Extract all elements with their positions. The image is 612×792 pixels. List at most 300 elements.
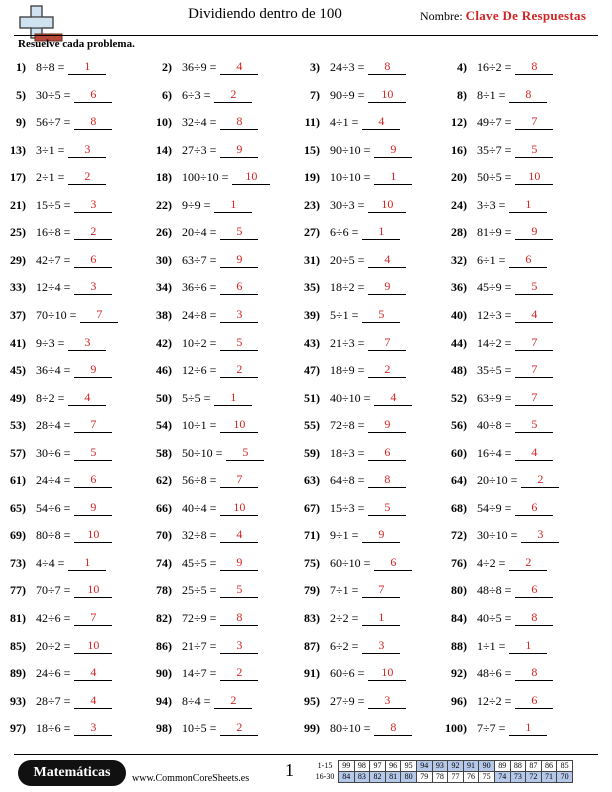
problem-expression: 14÷2 =	[477, 335, 512, 350]
problem-expression: 90÷9 =	[330, 87, 365, 102]
answer-blank: 5	[220, 582, 258, 598]
name-label: Nombre:	[420, 9, 463, 23]
problem-item	[0, 388, 106, 408]
score-cell: 99	[339, 761, 355, 772]
score-cell: 98	[354, 761, 370, 772]
problem-number: 63)	[304, 473, 320, 488]
website-url: www.CommonCoreSheets.es	[132, 773, 250, 784]
problem-number: 64)	[451, 473, 467, 488]
answer-blank: 7	[515, 362, 553, 378]
problem-number: 65)	[10, 500, 26, 515]
problem-expression: 36÷4 =	[36, 363, 71, 378]
score-cell: 83	[354, 772, 370, 783]
problem-item	[0, 415, 112, 435]
problem-number: 55)	[304, 418, 320, 433]
problem-item	[0, 360, 112, 380]
problem-item	[142, 85, 252, 105]
problem-expression: 15÷5 =	[36, 197, 71, 212]
problem-expression: 8÷2 =	[36, 390, 65, 405]
problem-expression: 9÷9 =	[182, 197, 211, 212]
problem-item	[290, 525, 400, 545]
problem-item	[142, 360, 258, 380]
problem-number: 4)	[457, 60, 467, 74]
problem-number: 3)	[310, 60, 320, 74]
score-cell: 95	[401, 761, 417, 772]
answer-blank: 5	[368, 500, 406, 516]
problem-number: 59)	[304, 445, 320, 460]
problem-number: 79)	[304, 583, 320, 598]
problem-item	[0, 277, 112, 297]
problem-number: 71)	[304, 528, 320, 543]
name-field	[420, 8, 586, 24]
score-cell: 87	[526, 761, 542, 772]
problem-item	[142, 167, 270, 187]
answer-blank: 4	[515, 307, 553, 323]
problem-number: 26)	[156, 225, 172, 240]
problem-item	[290, 415, 406, 435]
answer-blank: 10	[74, 638, 112, 654]
problem-item	[290, 498, 406, 518]
answer-blank: 2	[521, 472, 559, 488]
problem-item	[142, 388, 252, 408]
problem-number: 42)	[156, 335, 172, 350]
problem-expression: 70÷10 =	[36, 307, 77, 322]
problem-item	[0, 57, 106, 77]
answer-blank: 7	[515, 390, 553, 406]
problem-expression: 40÷5 =	[477, 611, 512, 625]
problem-number: 2)	[162, 60, 172, 74]
problem-number: 38)	[156, 307, 172, 322]
answer-blank: 8	[515, 665, 553, 681]
problem-expression: 40÷4 =	[182, 500, 217, 515]
problem-item	[142, 112, 258, 132]
problem-item	[437, 388, 553, 408]
problem-item	[437, 525, 559, 545]
answer-blank: 8	[74, 114, 112, 130]
problem-number: 76)	[451, 555, 467, 570]
problem-number: 77)	[10, 583, 26, 598]
problem-expression: 9÷3 =	[36, 335, 65, 350]
answer-blank: 9	[220, 555, 258, 571]
problem-item	[437, 195, 547, 215]
answer-blank: 3	[220, 638, 258, 654]
answer-blank: 10	[515, 169, 553, 185]
answer-blank: 6	[74, 472, 112, 488]
problem-expression: 3÷1 =	[36, 142, 65, 157]
problem-number: 5)	[16, 87, 26, 102]
score-range-label: 1-15	[317, 761, 333, 770]
answer-blank: 3	[74, 197, 112, 213]
problem-expression: 20÷5 =	[330, 252, 365, 267]
problem-expression: 42÷7 =	[36, 252, 71, 267]
problem-expression: 80÷10 =	[330, 721, 371, 736]
problem-expression: 70÷7 =	[36, 583, 71, 598]
answer-blank: 8	[515, 59, 553, 75]
answer-blank: 10	[368, 665, 406, 681]
answer-blank: 8	[515, 610, 553, 626]
problem-number: 82)	[156, 611, 172, 625]
problem-expression: 36÷6 =	[182, 280, 217, 295]
problem-item	[437, 580, 553, 600]
problem-expression: 63÷7 =	[182, 252, 217, 267]
score-cell: 96	[385, 761, 401, 772]
problem-number: 14)	[156, 142, 172, 157]
answer-blank: 6	[509, 252, 547, 268]
problem-number: 50)	[156, 390, 172, 405]
answer-blank: 6	[515, 582, 553, 598]
problem-number: 9)	[16, 115, 26, 130]
problem-item	[0, 85, 112, 105]
problem-item	[437, 112, 553, 132]
problem-item	[0, 636, 112, 656]
problem-item	[437, 250, 547, 270]
problem-number: 25)	[10, 225, 26, 240]
problem-number: 13)	[10, 142, 26, 157]
problem-expression: 18÷6 =	[36, 721, 71, 736]
score-cell: 90	[479, 761, 495, 772]
problem-item	[0, 305, 118, 325]
problem-item	[0, 333, 106, 353]
problem-item	[290, 663, 406, 683]
problem-number: 83)	[304, 611, 320, 625]
problem-expression: 30÷6 =	[36, 445, 71, 460]
problem-expression: 80÷8 =	[36, 528, 71, 543]
problem-expression: 21÷3 =	[330, 335, 365, 350]
problem-expression: 35÷7 =	[477, 142, 512, 157]
problem-expression: 81÷9 =	[477, 225, 512, 240]
problem-expression: 4÷4 =	[36, 555, 65, 570]
answer-blank: 1	[362, 610, 400, 626]
problem-number: 70)	[156, 528, 172, 543]
problem-number: 47)	[304, 363, 320, 378]
problem-number: 49)	[10, 390, 26, 405]
footer	[0, 752, 612, 792]
problem-number: 28)	[451, 225, 467, 240]
answer-blank: 3	[368, 693, 406, 709]
answer-blank: 10	[220, 500, 258, 516]
problem-number: 84)	[451, 611, 467, 625]
problem-item	[290, 57, 406, 77]
problem-expression: 16÷4 =	[477, 445, 512, 460]
problem-number: 34)	[156, 280, 172, 295]
problem-expression: 24÷8 =	[182, 307, 217, 322]
problem-item	[142, 718, 258, 738]
problem-number: 62)	[156, 473, 172, 488]
problem-number: 69)	[10, 528, 26, 543]
answer-blank: 3	[362, 638, 400, 654]
problem-item	[0, 525, 112, 545]
problem-number: 18)	[156, 170, 172, 185]
answer-blank: 4	[515, 445, 553, 461]
problem-number: 66)	[156, 500, 172, 515]
answer-blank: 8	[368, 472, 406, 488]
answer-blank: 5	[220, 335, 258, 351]
problem-expression: 16÷8 =	[36, 225, 71, 240]
problem-item	[290, 277, 406, 297]
problem-item	[142, 663, 258, 683]
problem-expression: 2÷2 =	[330, 611, 359, 625]
score-cell: 89	[494, 761, 510, 772]
problem-number: 10)	[156, 115, 172, 130]
answer-blank: 2	[214, 693, 252, 709]
problem-expression: 12÷3 =	[477, 307, 512, 322]
answer-blank: 5	[74, 445, 112, 461]
problem-number: 89)	[10, 666, 26, 681]
problem-item	[142, 470, 258, 490]
problem-number: 46)	[156, 363, 172, 378]
answer-blank: 7	[74, 610, 112, 626]
problem-expression: 7÷1 =	[330, 583, 359, 598]
score-cell: 76	[463, 772, 479, 783]
answer-blank: 9	[74, 362, 112, 378]
answer-blank: 4	[74, 665, 112, 681]
problem-item	[437, 167, 553, 187]
problem-number: 96)	[451, 693, 467, 708]
problem-item	[142, 580, 258, 600]
problem-item	[142, 636, 258, 656]
problem-expression: 27÷9 =	[330, 693, 365, 708]
answer-blank: 6	[515, 693, 553, 709]
problem-expression: 20÷4 =	[182, 225, 217, 240]
problem-number: 60)	[451, 445, 467, 460]
answer-blank: 4	[374, 390, 412, 406]
problem-number: 90)	[156, 666, 172, 681]
problem-item	[0, 691, 112, 711]
problem-expression: 72÷8 =	[330, 418, 365, 433]
answer-blank: 6	[74, 87, 112, 103]
problem-item	[290, 691, 406, 711]
problem-item	[290, 608, 400, 628]
problem-expression: 28÷7 =	[36, 693, 71, 708]
problem-expression: 8÷1 =	[477, 87, 506, 102]
header-divider	[14, 35, 598, 36]
answer-blank: 9	[220, 142, 258, 158]
answer-blank: 10	[368, 87, 406, 103]
problem-number: 48)	[451, 363, 467, 378]
problem-expression: 45÷9 =	[477, 280, 512, 295]
problem-expression: 18÷9 =	[330, 363, 365, 378]
answer-blank: 9	[374, 142, 412, 158]
problem-item	[0, 443, 112, 463]
problem-number: 8)	[457, 87, 467, 102]
answer-blank: 5	[220, 224, 258, 240]
problem-expression: 60÷6 =	[330, 666, 365, 681]
problem-expression: 8÷8 =	[36, 60, 65, 74]
problem-expression: 3÷3 =	[477, 197, 506, 212]
problem-number: 17)	[10, 170, 26, 185]
problem-item	[0, 167, 106, 187]
problem-number: 41)	[10, 335, 26, 350]
problem-number: 23)	[304, 197, 320, 212]
problem-item	[142, 140, 258, 160]
problem-number: 43)	[304, 335, 320, 350]
problem-number: 93)	[10, 693, 26, 708]
answer-blank: 1	[214, 390, 252, 406]
answer-blank: 1	[68, 555, 106, 571]
problem-item	[0, 718, 112, 738]
answer-blank: 2	[368, 362, 406, 378]
problem-expression: 16÷2 =	[477, 60, 512, 74]
problem-expression: 6÷6 =	[330, 225, 359, 240]
answer-blank: 1	[362, 224, 400, 240]
problem-number: 80)	[451, 583, 467, 598]
answer-blank: 1	[374, 169, 412, 185]
problem-expression: 12÷6 =	[182, 363, 217, 378]
answer-blank: 2	[74, 224, 112, 240]
problem-expression: 18÷2 =	[330, 280, 365, 295]
problem-item	[437, 498, 553, 518]
problem-number: 99)	[304, 721, 320, 736]
problem-expression: 24÷4 =	[36, 473, 71, 488]
problem-number: 36)	[451, 280, 467, 295]
brand-badge: Matemáticas	[18, 760, 126, 786]
score-cell: 70	[557, 772, 573, 783]
answer-blank: 9	[74, 500, 112, 516]
score-cell: 72	[526, 772, 542, 783]
problem-item	[0, 663, 112, 683]
answer-blank: 5	[362, 307, 400, 323]
problem-number: 52)	[451, 390, 467, 405]
problem-expression: 12÷4 =	[36, 280, 71, 295]
score-cell: 91	[463, 761, 479, 772]
answer-blank: 7	[220, 472, 258, 488]
problem-item	[290, 195, 406, 215]
score-cell: 80	[401, 772, 417, 783]
answer-blank: 4	[362, 114, 400, 130]
instructions: Resuelve cada problema.	[18, 38, 135, 50]
problem-item	[437, 718, 547, 738]
problem-item	[142, 608, 258, 628]
problem-expression: 6÷2 =	[330, 638, 359, 653]
problem-number: 32)	[451, 252, 467, 267]
problem-item	[142, 525, 258, 545]
answer-blank: 1	[509, 638, 547, 654]
problem-expression: 5÷5 =	[182, 390, 211, 405]
answer-blank: 1	[509, 720, 547, 736]
answer-blank: 4	[220, 527, 258, 543]
problem-item	[142, 443, 264, 463]
problem-number: 56)	[451, 418, 467, 433]
problem-item	[0, 580, 112, 600]
problem-item	[290, 388, 412, 408]
answer-blank: 6	[368, 445, 406, 461]
problem-expression: 54÷6 =	[36, 500, 71, 515]
problem-expression: 100÷10 =	[182, 170, 229, 185]
answer-blank: 9	[220, 252, 258, 268]
answer-blank: 6	[220, 279, 258, 295]
problem-expression: 6÷3 =	[182, 87, 211, 102]
problem-number: 37)	[10, 307, 26, 322]
score-table	[312, 760, 573, 783]
problem-expression: 15÷3 =	[330, 500, 365, 515]
problem-item	[290, 333, 406, 353]
problem-number: 85)	[10, 638, 26, 653]
problem-number: 24)	[451, 197, 467, 212]
answer-blank: 2	[68, 169, 106, 185]
answer-blank: 8	[220, 610, 258, 626]
problem-number: 100)	[445, 721, 467, 736]
problem-item	[290, 718, 412, 738]
answer-blank: 1	[68, 59, 106, 75]
score-cell: 78	[432, 772, 448, 783]
problem-number: 98)	[156, 721, 172, 736]
problem-item	[437, 360, 553, 380]
answer-blank: 7	[74, 417, 112, 433]
problem-number: 19)	[304, 170, 320, 185]
answer-blank: 8	[374, 720, 412, 736]
problem-number: 54)	[156, 418, 172, 433]
problem-item	[0, 222, 112, 242]
problem-number: 72)	[451, 528, 467, 543]
score-cell: 85	[557, 761, 573, 772]
problem-item	[290, 580, 400, 600]
answer-blank: 8	[220, 114, 258, 130]
problem-expression: 10÷2 =	[182, 335, 217, 350]
problem-number: 67)	[304, 500, 320, 515]
problem-number: 92)	[451, 666, 467, 681]
problem-expression: 2÷1 =	[36, 170, 65, 185]
answer-blank: 3	[68, 335, 106, 351]
problem-expression: 14÷7 =	[182, 666, 217, 681]
problem-expression: 30÷3 =	[330, 197, 365, 212]
score-cell: 74	[494, 772, 510, 783]
problem-number: 31)	[304, 252, 320, 267]
problem-item	[290, 140, 412, 160]
problem-expression: 20÷10 =	[477, 473, 518, 488]
problem-expression: 7÷7 =	[477, 721, 506, 736]
problem-expression: 49÷7 =	[477, 115, 512, 130]
problem-number: 95)	[304, 693, 320, 708]
page-number: 1	[285, 760, 294, 780]
problem-item	[0, 553, 106, 573]
problem-item	[437, 277, 553, 297]
problem-expression: 32÷8 =	[182, 528, 217, 543]
score-cell: 97	[370, 761, 386, 772]
answer-blank: 2	[214, 87, 252, 103]
answer-blank: 10	[368, 197, 406, 213]
answer-blank: 5	[515, 417, 553, 433]
problem-item	[0, 112, 112, 132]
answer-blank: 10	[74, 582, 112, 598]
answer-blank: 2	[220, 665, 258, 681]
problem-expression: 40÷10 =	[330, 390, 371, 405]
problem-expression: 35÷5 =	[477, 363, 512, 378]
problem-item	[142, 195, 252, 215]
problem-expression: 48÷6 =	[477, 666, 512, 681]
answer-blank: 9	[362, 527, 400, 543]
score-cell: 94	[416, 761, 432, 772]
problem-number: 86)	[156, 638, 172, 653]
problem-number: 87)	[304, 638, 320, 653]
answer-blank: 1	[509, 197, 547, 213]
problem-item	[0, 470, 112, 490]
answer-blank: 7	[362, 582, 400, 598]
problem-number: 16)	[451, 142, 467, 157]
answer-blank: 9	[368, 417, 406, 433]
answer-key-label: Clave De Respuestas	[465, 8, 587, 23]
problem-expression: 9÷1 =	[330, 528, 359, 543]
problem-expression: 60÷10 =	[330, 555, 371, 570]
score-cell: 84	[339, 772, 355, 783]
answer-blank: 9	[515, 224, 553, 240]
problem-item	[437, 333, 553, 353]
problem-expression: 20÷2 =	[36, 638, 71, 653]
problem-item	[0, 608, 112, 628]
problem-number: 51)	[304, 390, 320, 405]
score-cell: 86	[541, 761, 557, 772]
problem-item	[0, 195, 112, 215]
problem-number: 68)	[451, 500, 467, 515]
